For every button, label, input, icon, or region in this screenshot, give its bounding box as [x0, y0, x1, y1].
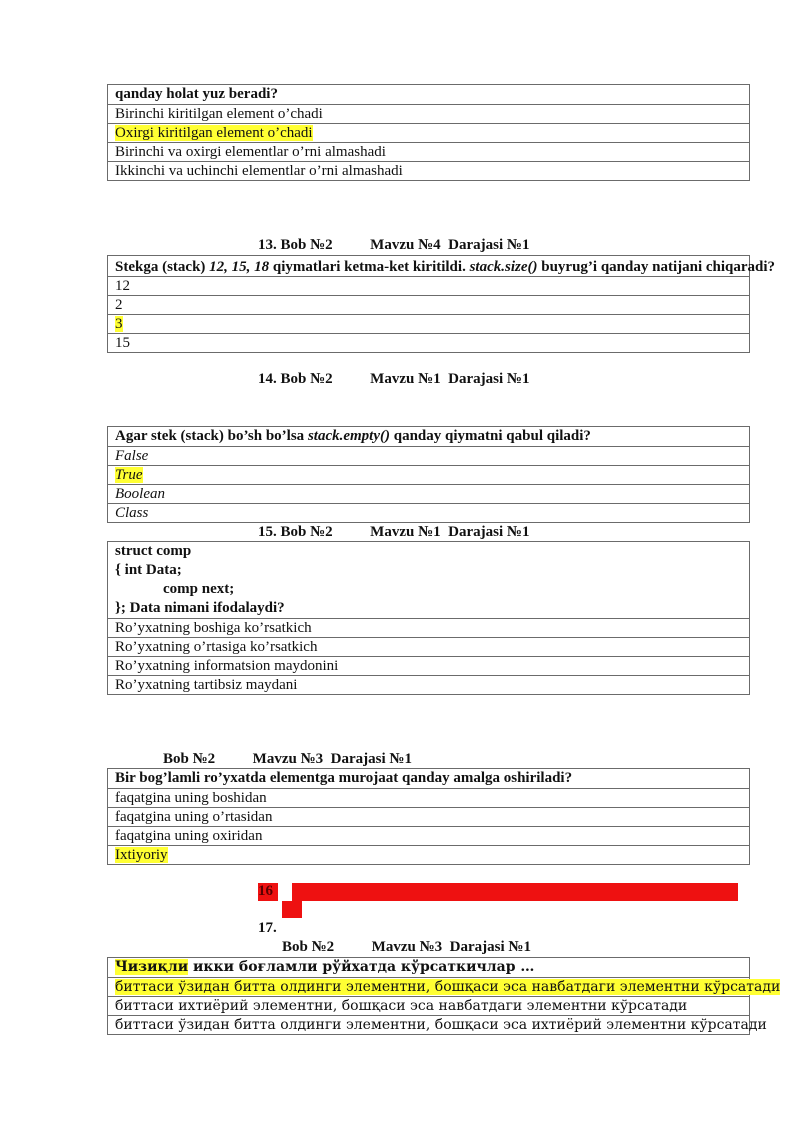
answer-option: False — [108, 446, 749, 465]
question-16-table — [107, 768, 750, 865]
deleted-number: 16 — [258, 883, 273, 899]
answer-option: Birinchi va oxirgi elementlar o’rni almashadi — [108, 142, 749, 161]
question-14-heading: 14. Bob №2 Mavzu №1 Darajasi №1 — [258, 371, 530, 387]
question-13-heading: 13. Bob №2 Mavzu №4 Darajasi №1 — [258, 237, 530, 253]
code-line: { int Data; — [115, 562, 182, 578]
question-14-table — [107, 426, 750, 523]
question-17-heading: Bob №2 Mavzu №3 Darajasi №1 — [282, 939, 531, 955]
correct-highlight: Ixtiyoriy — [115, 847, 168, 863]
correct-highlight: Oxirgi kiritilgan element o’chadi — [115, 125, 313, 141]
question-17-number: 17. — [258, 920, 277, 936]
answer-option-correct — [108, 977, 781, 996]
deleted-bar — [292, 883, 738, 901]
answer-option: faqatgina uning boshidan — [108, 788, 749, 807]
answer-option: Ro’yxatning informatsion maydonini — [108, 656, 749, 675]
question-17-table — [107, 957, 781, 1035]
correct-highlight: 3 — [115, 316, 123, 332]
code-line: }; Data nimani ifodalaydi? — [115, 600, 285, 616]
answer-option: 15 — [108, 333, 749, 352]
code-line: comp next; — [163, 581, 235, 597]
answer-option: биттаси ўзидан битта олдинги элементни, бошқаси эса ихтиёрий элементни кўрсатади — [108, 1015, 749, 1034]
question-15-heading: 15. Bob №2 Mavzu №1 Darajasi №1 — [258, 524, 530, 540]
answer-option: биттаси ихтиёрий элементни, бошқаси эса навбатдаги элементни кўрсатади — [108, 996, 749, 1015]
correct-highlight: True — [115, 467, 143, 483]
answer-option: Class — [108, 503, 749, 522]
question-15-table — [107, 541, 750, 695]
question-12-table — [107, 84, 750, 181]
question-text: Agar stek (stack) bo’sh bo’lsa stack.empty() qanday qiymatni qabul qiladi? — [115, 428, 591, 444]
answer-option: faqatgina uning o’rtasidan — [108, 807, 749, 826]
answer-option: 2 — [108, 295, 749, 314]
answer-option: Boolean — [108, 484, 749, 503]
question-text: Чизиқли икки боғламли рўйхатда кўрсаткичлар … — [115, 959, 535, 975]
question-16-heading: Bob №2 Mavzu №3 Darajasi №1 — [163, 751, 412, 767]
answer-option: Birinchi kiritilgan element o’chadi — [108, 104, 749, 123]
question-text: qanday holat yuz beradi? — [115, 86, 278, 102]
answer-option-correct — [108, 465, 749, 484]
answer-option: 12 — [108, 276, 749, 295]
code-block — [108, 542, 749, 618]
answer-option: Ikkinchi va uchinchi elementlar o’rni almashadi — [108, 161, 749, 180]
question-text: Stekga (stack) 12, 15, 18 qiymatlari ketma-ket kiritildi. stack.size() buyrug’i qanday natijani chiqaradi? — [115, 259, 776, 275]
answer-option: Ro’yxatning boshiga ko’rsatkich — [108, 618, 749, 637]
answer-option-correct — [108, 314, 749, 333]
question-text: Bir bog’lamli ro’yxatda elementga murojaat qanday amalga oshiriladi? — [115, 770, 573, 786]
correct-highlight: биттаси ўзидан битта олдинги элементни, бошқаси эса навбатдаги элементни кўрсатади — [115, 979, 781, 995]
question-13-table — [107, 255, 776, 353]
answer-option-correct — [108, 845, 749, 864]
answer-option: Ro’yxatning tartibsiz maydani — [108, 675, 749, 694]
answer-option: faqatgina uning oxiridan — [108, 826, 749, 845]
answer-option: Ro’yxatning o’rtasiga ko’rsatkich — [108, 637, 749, 656]
answer-option-correct — [108, 123, 749, 142]
deleted-bar-tail — [282, 901, 302, 918]
code-line: struct comp — [115, 543, 192, 559]
